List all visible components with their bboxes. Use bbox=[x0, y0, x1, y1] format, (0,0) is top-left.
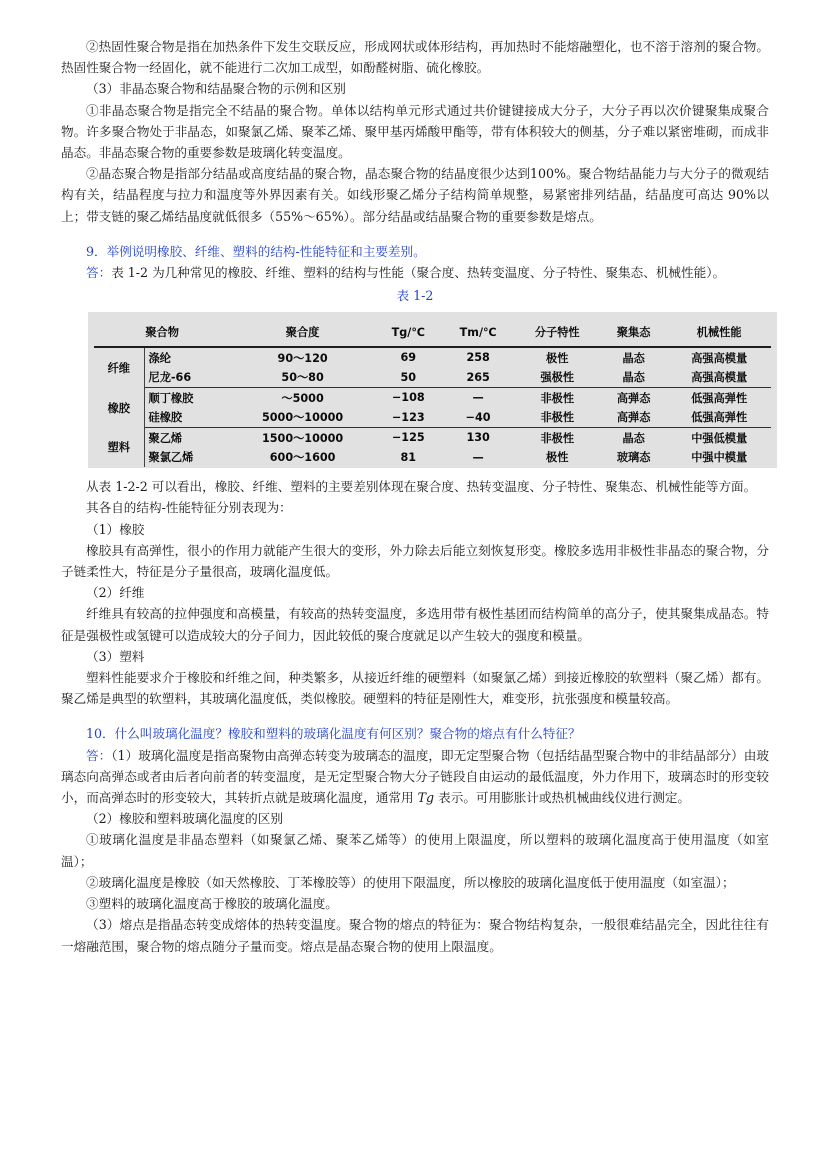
cell-tg: −123 bbox=[375, 408, 442, 428]
group-rubber: 橡胶 bbox=[94, 388, 144, 428]
table-row bbox=[94, 368, 771, 388]
cell-dp: 600～1600 bbox=[269, 451, 336, 465]
cell-aggregation: 晶态 bbox=[600, 368, 667, 388]
table-row bbox=[94, 388, 771, 408]
cell-aggregation: 晶态 bbox=[622, 431, 645, 445]
header-mechanical: 机械性能 bbox=[667, 318, 771, 347]
paragraph-fiber: 纤维具有较高的拉伸强度和高模量，有较高的热转变温度，多选用带有极性基团而结构简单的高分子，使其聚集成晶态。特征是强极性或氢键可以造成较大的分子间力，因此较低的聚合度就足以产生较大的强度和模量。 bbox=[61, 606, 769, 643]
cell-name: 聚乙烯 bbox=[148, 431, 183, 445]
heading-plastic: （3）塑料 bbox=[86, 648, 145, 664]
group-plastic: 塑料 bbox=[94, 428, 144, 468]
paragraph-crystalline: ②晶态聚合物是指部分结晶或高度结晶的聚合物，晶态聚合物的结晶度很少达到100%。聚合物结晶能力与大分子的微观结构有关，结晶程度与拉力和温度等外界因素有关。如线形聚乙烯分子结构简单规整，易紧密排列结晶，结晶度可高达 90%以上；带支链的聚乙烯结晶度就低很多（55%～65%）。部分结晶或结晶聚合物的重要参数是熔点。 bbox=[61, 166, 769, 224]
answer-10-text: （1）玻璃化温度是指高聚物由高弹态转变为玻璃态的温度，即无定型聚合物（包括结晶型聚合物中的非结晶部分）由玻璃态向高弹态或者由后者向前者的转变温度，是无定型聚合物大分子链段自由运动的最低温度，外力作用下，玻璃态时的形变较小，而高弹态时的形变较大，其转折点就是玻璃化温度，通常用 bbox=[61, 747, 769, 806]
header-tm: Tm/℃ bbox=[442, 318, 515, 347]
paragraph-table-summary: 从表 1-2-2 可以看出，橡胶、纤维、塑料的主要差别体现在聚合度、热转变温度、分子特性、聚集态、机械性能等方面。 bbox=[86, 479, 757, 495]
table-row bbox=[94, 347, 771, 368]
cell-tg: −125 bbox=[391, 431, 425, 445]
cell-tg: 50 bbox=[375, 368, 442, 388]
table-image bbox=[88, 312, 777, 468]
answer-10-tail: 表示。可用膨胀计或热机械曲线仪进行测定。 bbox=[438, 790, 690, 806]
answer-9 bbox=[61, 262, 769, 283]
paragraph-rubber: 橡胶具有高弹性，很小的作用力就能产生很大的变形，外力除去后能立刻恢复形变。橡胶多选用非极性非晶态的聚合物，分子链柔性大，特征是分子量很高，玻璃化温度低。 bbox=[61, 542, 769, 580]
cell-tm: — bbox=[472, 450, 484, 464]
cell-molecular: 极性 bbox=[546, 351, 569, 365]
cell-name: 尼龙-66 bbox=[144, 368, 230, 388]
paragraph-tg-rubber: ②玻璃化温度是橡胶（如天然橡胶、丁苯橡胶等）的使用下限温度，所以橡胶的玻璃化温度低于使用温度（如室温）； bbox=[86, 874, 735, 890]
tg-symbol: Tg bbox=[417, 790, 435, 806]
cell-tm: 130 bbox=[466, 431, 490, 445]
cell-mechanical: 中强中模量 bbox=[691, 451, 748, 465]
cell-dp: ～5000 bbox=[281, 391, 324, 405]
cell-molecular: 非极性 bbox=[540, 431, 575, 445]
cell-mechanical: 中强低模量 bbox=[691, 431, 748, 445]
cell-aggregation: 晶态 bbox=[622, 351, 645, 365]
header-tg: Tg/℃ bbox=[375, 318, 442, 347]
cell-name: 顺丁橡胶 bbox=[148, 391, 194, 405]
cell-dp: 5000～10000 bbox=[230, 408, 375, 428]
cell-mechanical: 低强高弹性 bbox=[667, 408, 771, 428]
header-dp: 聚合度 bbox=[230, 318, 375, 347]
paragraph-tg-compare: ③塑料的玻璃化温度高于橡胶的玻璃化温度。 bbox=[86, 896, 338, 912]
polymer-table bbox=[94, 318, 771, 467]
cell-molecular: 非极性 bbox=[540, 391, 575, 405]
heading-amorphous-crystalline: （3）非晶态聚合物和结晶聚合物的示例和区别 bbox=[86, 81, 346, 97]
paragraph-amorphous: ①非晶态聚合物是指完全不结晶的聚合物。单体以结构单元形式通过共价键键接成大分子，大分子再以次价键聚集成聚合物。许多聚合物处于非晶态，如聚氯乙烯、聚苯乙烯、聚甲基丙烯酸甲酯等，带有体积较大的侧基，分子难以紧密堆砌，而成非晶态。非晶态聚合物的重要参数是玻璃化转变温度。 bbox=[61, 102, 769, 161]
cell-tg: −108 bbox=[391, 391, 425, 405]
cell-tg: 81 bbox=[400, 450, 417, 464]
answer-9-text: 表 1-2 为几种常见的橡胶、纤维、塑料的结构与性能（聚合度、热转变温度、分子特性、聚集态、机械性能）。 bbox=[111, 265, 726, 281]
answer-label: 答： bbox=[86, 265, 112, 281]
cell-mechanical: 高强高模量 bbox=[667, 368, 771, 388]
cell-dp: 50～80 bbox=[230, 368, 375, 388]
paragraph-melting-point: （3）熔点是指晶态转变成熔体的热转变温度。聚合物的熔点的特征为：聚合物结构复杂，一般很难结晶完全，因此往往有一熔融范围，聚合物的熔点随分子量而变。熔点是晶态聚合物的使用上限温度。 bbox=[61, 917, 769, 954]
heading-fiber: （2）纤维 bbox=[86, 585, 145, 601]
cell-tg: 69 bbox=[400, 351, 417, 365]
paragraph-plastic: 塑料性能要求介于橡胶和纤维之间，种类繁多，从接近纤维的硬塑料（如聚氯乙烯）到接近橡胶的软塑料（聚乙烯）都有。聚乙烯是典型的软塑料，其玻璃化温度低，类似橡胶。硬塑料的特征是刚性大，难变形，抗张强度和模量较高。 bbox=[61, 670, 769, 707]
cell-aggregation: 高弹态 bbox=[600, 408, 667, 428]
cell-molecular: 非极性 bbox=[515, 408, 600, 428]
answer-10 bbox=[61, 745, 769, 809]
cell-name: 聚氯乙烯 bbox=[148, 451, 194, 465]
cell-molecular: 强极性 bbox=[515, 368, 600, 388]
question-10: 10．什么叫玻璃化温度？橡胶和塑料的玻璃化温度有何区别？聚合物的熔点有什么特征？ bbox=[86, 726, 581, 742]
answer-label: 答： bbox=[86, 747, 112, 763]
table-row bbox=[94, 448, 771, 468]
cell-dp: 90～120 bbox=[277, 351, 328, 365]
cell-dp: 1500～10000 bbox=[261, 431, 344, 445]
table-header-row bbox=[94, 318, 771, 347]
table-row bbox=[94, 408, 771, 428]
document-page bbox=[61, 36, 769, 957]
cell-molecular: 极性 bbox=[546, 451, 569, 465]
paragraph-each: 其各自的结构-性能特征分别表现为： bbox=[86, 500, 292, 516]
cell-aggregation: 高弹态 bbox=[616, 391, 651, 405]
cell-mechanical: 高强高模量 bbox=[691, 351, 748, 365]
header-polymer: 聚合物 bbox=[94, 318, 230, 347]
question-9: 9．举例说明橡胶、纤维、塑料的结构-性能特征和主要差别。 bbox=[86, 243, 426, 259]
cell-tm: −40 bbox=[442, 408, 515, 428]
header-aggregation: 聚集态 bbox=[600, 318, 667, 347]
cell-mechanical: 低强高弹性 bbox=[691, 391, 748, 405]
heading-tg-difference: （2）橡胶和塑料玻璃化温度的区别 bbox=[86, 811, 283, 827]
paragraph-thermoset: ②热固性聚合物是指在加热条件下发生交联反应，形成网状或体形结构，再加热时不能熔融塑化，也不溶于溶剂的聚合物。热固性聚合物一经固化，就不能进行二次加工成型，如酚醛树脂、硫化橡胶。 bbox=[61, 39, 769, 76]
table-caption: 表 1-2 bbox=[396, 288, 434, 304]
cell-name: 涤纶 bbox=[148, 351, 171, 365]
group-fiber: 纤维 bbox=[94, 347, 144, 388]
paragraph-tg-plastic: ①玻璃化温度是非晶态塑料（如聚氯乙烯、聚苯乙烯等）的使用上限温度，所以塑料的玻璃化温度高于使用温度（如室温）； bbox=[61, 832, 769, 869]
cell-aggregation: 玻璃态 bbox=[616, 451, 651, 465]
cell-tm: — bbox=[472, 391, 484, 405]
cell-tm: 265 bbox=[442, 368, 515, 388]
cell-name: 硅橡胶 bbox=[144, 408, 230, 428]
cell-tm: 258 bbox=[466, 351, 490, 365]
heading-rubber: （1）橡胶 bbox=[86, 521, 145, 537]
header-molecular: 分子特性 bbox=[515, 318, 600, 347]
table-row bbox=[94, 428, 771, 448]
